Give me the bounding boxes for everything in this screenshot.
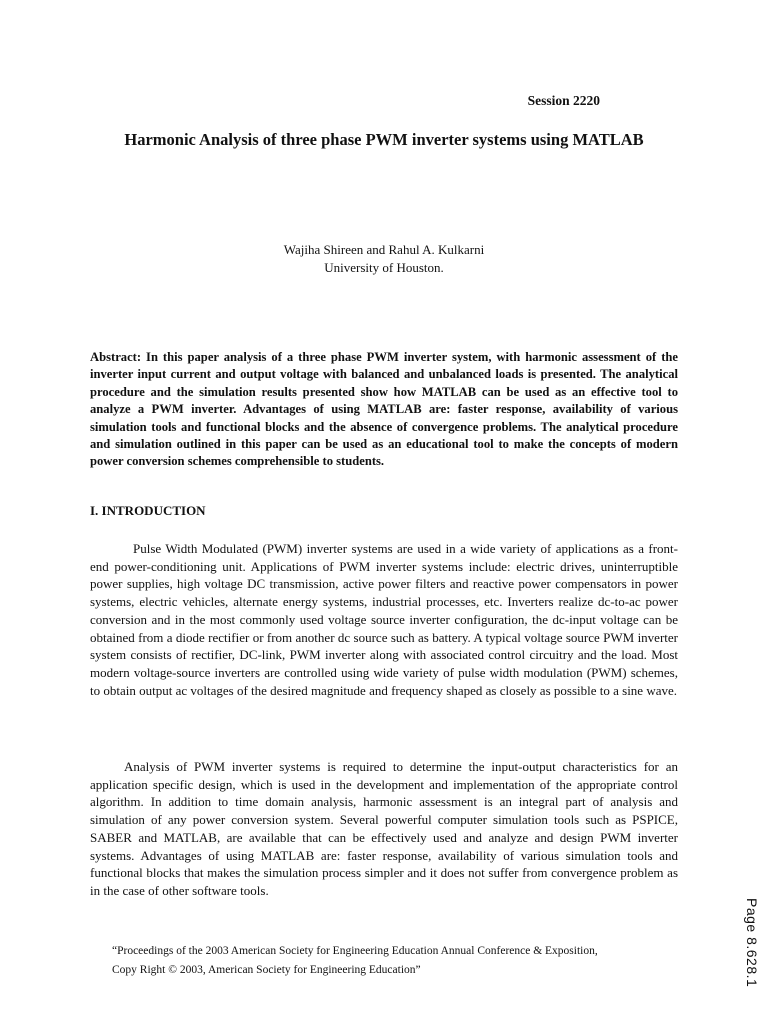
session-label: Session 2220: [527, 93, 600, 108]
intro-paragraph-2-text: Analysis of PWM inverter systems is required to determine the input-output characteristics for an application specific design, which is used in the development and implementation of the appropriate control algorithm. In addition to time domain analysis, harmonic assessment is an integral part of analysis and simulation of any power conversion system. Several powerful computer simulation tools such as PSPICE, SABER and MATLAB, are available that can be effectively used and analyze and design PWM inverter systems. Advantages of using MATLAB are: faster response, availability of various simulation tools and functional blocks that makes the simulation process simpler and it does not suffer from convergence problem as in the case of other software tools.: [90, 759, 678, 898]
intro-paragraph-2: [90, 758, 678, 900]
footer-line-2: Copy Right © 2003, American Society for Engineering Education”: [112, 964, 421, 976]
intro-paragraph-1: [90, 540, 678, 699]
abstract: Abstract: In this paper analysis of a three phase PWM inverter system, with harmonic assessment of the inverter input current and output voltage with balanced and unbalanced loads is presented. The analytical procedure and the simulation results presented show how MATLAB can be used as an effective tool to analyze a PWM inverter. Advantages of using MATLAB are: faster response, availability of various simulation tools and functional blocks and the absence of convergence problems. The analytical procedure and simulation outlined in this paper can be used as an educational tool to make the concepts of modern power conversion schemes comprehensible to students.: [90, 350, 678, 469]
author-block: [0, 241, 768, 277]
paper-title: Harmonic Analysis of three phase PWM inverter systems using MATLAB: [124, 130, 644, 149]
proceedings-footer: [112, 942, 672, 980]
author-names: Wajiha Shireen and Rahul A. Kulkarni: [283, 242, 485, 257]
section-heading-introduction: I. INTRODUCTION: [90, 503, 206, 518]
footer-line-1: “Proceedings of the 2003 American Society for Engineering Education Annual Conference & Exposition,: [112, 945, 598, 957]
author-affiliation: University of Houston.: [324, 260, 444, 275]
intro-paragraph-1-text: Pulse Width Modulated (PWM) inverter systems are used in a wide variety of applications as a front-end power-conditioning unit. Applications of PWM inverter systems include: electric drives, uninterruptible power supplies, high voltage DC transmission, active power filters and reactive power compensators in power systems, electric vehicles, alternate energy systems, industrial processes, etc. Inverters realize dc-to-ac power conversion and in the most commonly used voltage source inverter configuration, the dc-input voltage can be obtained from a diode rectifier or from another dc source such as battery. A typical voltage source PWM inverter system consists of rectifier, DC-link, PWM inverter along with associated control circuitry and the load. Most modern voltage-source inverters are controlled using wide variety of pulse width modulation (PWM) schemes, to obtain output ac voltages of the desired magnitude and frequency shaped as closely as possible to a sine wave.: [90, 541, 678, 698]
page-number: Page 8.628.1: [744, 898, 760, 988]
